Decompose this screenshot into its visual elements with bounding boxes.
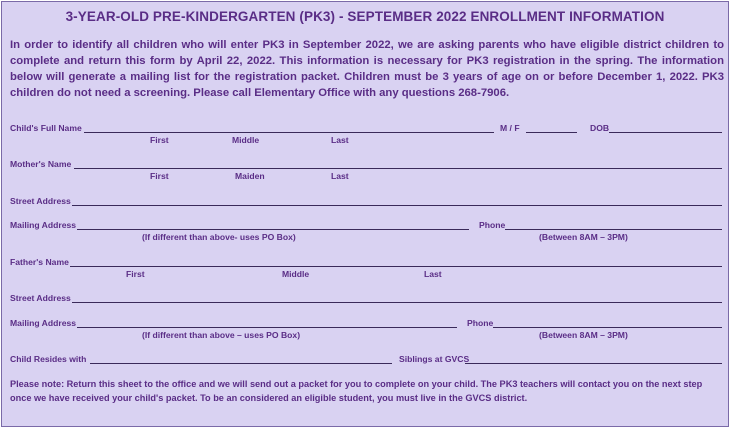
child-name-label: Child's Full Name [10, 123, 82, 133]
mother-maiden-label: Maiden [235, 171, 265, 181]
street-address-2-label: Street Address [10, 293, 71, 303]
father-first-label: First [126, 269, 145, 279]
phone-2-label: Phone [467, 318, 494, 328]
mother-last-label: Last [331, 171, 349, 181]
mother-name-field[interactable] [74, 168, 722, 169]
intro-paragraph: In order to identify all children who will enter PK3 in September 2022, we are asking parents who have eligible district children to complete and return this form by April 22, 2022. This information is necessary for PK3 registration in the spring. The information below will generate a mailing list for the registration packet. Children must be 3 years of age on or before December 1, 2022. PK3 children do not need a screening. Please call Elementary Office with any questions 268-7906. [10, 39, 724, 99]
child-last-label: Last [331, 135, 349, 145]
mother-first-label: First [150, 171, 169, 181]
father-name-label: Father's Name [10, 257, 69, 267]
mailing-address-1-label: Mailing Address [10, 220, 77, 230]
mailing-1-note: (If different than above- uses PO Box) [142, 232, 296, 242]
footer-note: Please note: Return this sheet to the office and we will send out a packet for you to complete on your child. The PK3 teachers will contact you on the next step once we have received your child's packet. To be an considered an eligible student, you must live in the GVCS district. [10, 379, 703, 403]
father-name-field[interactable] [70, 266, 722, 267]
dob-field[interactable] [609, 132, 722, 133]
phone-1-label: Phone [479, 220, 506, 230]
mf-label: M / F [500, 123, 520, 133]
father-last-label: Last [424, 269, 442, 279]
mailing-address-2-label: Mailing Address [10, 318, 77, 328]
mf-field[interactable] [526, 132, 577, 133]
enrollment-form [1, 1, 729, 427]
resides-with-field[interactable] [90, 363, 392, 364]
father-middle-label: Middle [282, 269, 310, 279]
child-name-field[interactable] [84, 132, 494, 133]
resides-with-label: Child Resides with [10, 354, 87, 364]
mailing-address-2-field[interactable] [77, 327, 457, 328]
mailing-address-1-field[interactable] [77, 229, 469, 230]
siblings-field[interactable] [465, 363, 722, 364]
child-first-label: First [150, 135, 169, 145]
child-middle-label: Middle [232, 135, 260, 145]
mailing-2-note: (If different than above – uses PO Box) [142, 330, 301, 340]
street-address-1-label: Street Address [10, 196, 71, 206]
phone-1-field[interactable] [505, 229, 722, 230]
form-title: 3-YEAR-OLD PRE-KINDERGARTEN (PK3) - SEPTEMBER 2022 ENROLLMENT INFORMATION [65, 9, 665, 24]
phone-1-note: (Between 8AM – 3PM) [539, 232, 628, 242]
phone-2-note: (Between 8AM – 3PM) [539, 330, 628, 340]
siblings-label: Siblings at GVCS [399, 354, 470, 364]
mother-name-label: Mother's Name [10, 159, 72, 169]
dob-label: DOB [590, 123, 610, 133]
street-address-1-field[interactable] [72, 205, 722, 206]
street-address-2-field[interactable] [72, 302, 722, 303]
phone-2-field[interactable] [493, 327, 722, 328]
